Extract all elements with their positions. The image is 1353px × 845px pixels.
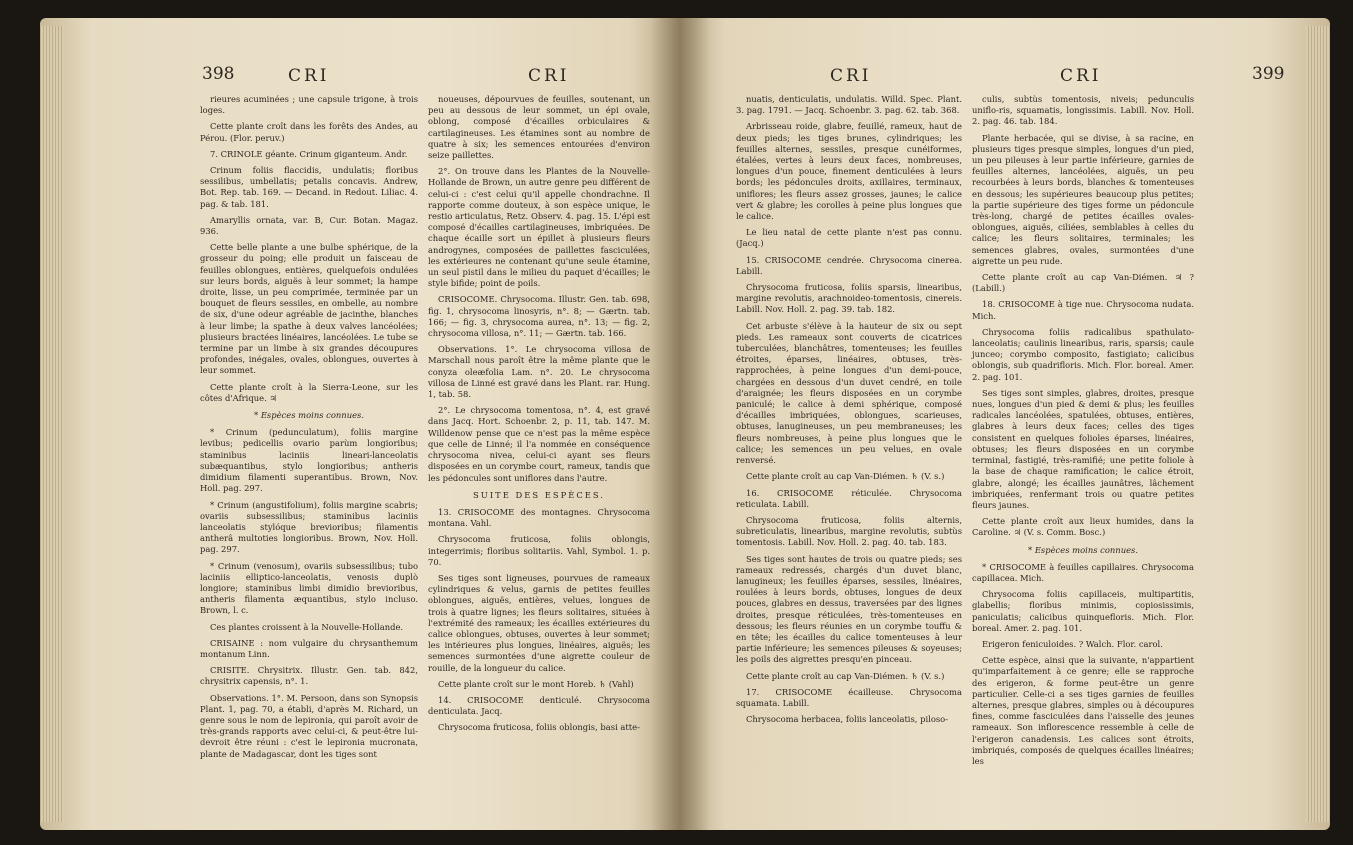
right-page	[680, 18, 1330, 830]
paragraph: 16. CRISOCOME réticulée. Chrysocoma reticulata. Labill.	[736, 487, 962, 509]
paragraph: Cette espèce, ainsi que la suivante, n'appartient qu'imparfaitement à ce genre; elle se rapproche des erigeron, & forme peut-être un genre particulier. Celle-ci a ses tiges garnies de feuilles alternes, presque glabres, simples ou à découpures fines, comme fasciculées dans l'aisselle des jeunes rameaux. Son inflorescence ressemble à celle de l'erigeron canadensis. Les calices sont étroits, imbriqués, composés de quelques écailles linéaires; les	[972, 655, 1194, 766]
paragraph: * Espèces moins connues.	[1027, 544, 1139, 555]
paragraph: rieures acuminées ; une capsule trigone, à trois loges.	[200, 94, 418, 116]
paragraph: culis, subtùs tomentosis, niveis; pedunculis uniflo-ris, squamatis, longissimis. Labill. Nov. Holl. 2. pag. 46. tab. 184.	[972, 94, 1194, 127]
paragraph: 18. CRISOCOME à tige nue. Chrysocoma nudata. Mich.	[972, 299, 1194, 321]
page-number: 399	[1252, 64, 1285, 84]
paragraph: Amaryllis ornata, var. B, Cur. Botan. Magaz. 936.	[200, 214, 418, 237]
paragraph: Cette plante croît à la Sierra-Leone, sur les côtes d'Afrique. ♃	[200, 381, 418, 403]
paragraph: 2°. On trouve dans les Plantes de la Nouvelle-Hollande de Brown, un autre genre peu différent de celui-ci : c'est celui qu'il appelle chondrachne. Il rapporte comme douteux, à son espèce unique, le restio articulatus, Retz. Observ. 4. pag. 15. L'épi est composé d'écailles cartilagineuses, imbriquées. De chaque écaille sort un épillet à plusieurs fleurs androgynes, composées de paillettes fasciculées, les extérieures ne contenant qu'une seule étamine, un seul pistil dans le milieu du paquet d'écailles; le style bifide; point de poils.	[428, 166, 650, 289]
paragraph: Observations. 1°. Le chrysocoma villosa de Marschall nous paroît être la même plante que le conyza oleæfolia Lam. n°. 20. Le chrysocoma villosa de Linné est gravé dans les Plant. rar. Hung. 1, tab. 58.	[428, 344, 650, 400]
paragraph: 15. CRISOCOME cendrée. Chrysocoma cinerea. Labill.	[736, 254, 962, 276]
paragraph: 17. CRISOCOME écailleuse. Chrysocoma squamata. Labill.	[736, 686, 962, 708]
paragraph: CRISOCOME. Chrysocoma. Illustr. Gen. tab. 698, fig. 1, chrysocoma linosyris, n°. 8; — Gærtn. tab. 166; — fig. 3, chrysocoma aurea, n°. 13; — fig. 2, chrysocoma villosa, n°. 11; — Gærtn. tab. 166.	[428, 294, 650, 339]
running-head: CRI	[830, 66, 872, 86]
paragraph: SUITE DES ESPÈCES.	[473, 489, 605, 500]
paragraph: Cette belle plante a une bulbe sphérique, de la grosseur du poing; elle produit un faisceau de feuilles oblongues, entières, quelquefois ondulées sur leurs bords, aiguës à leur sommet; la hampe droite, lisse, un peu comprimée, terminée par un bouquet de fleurs sessiles, en ombelle, au nombre de six, d'une odeur agréable de jacinthe, blanches à leur limbe; la spathe à deux valves lancéolées; plusieurs bractées linéaires, lancéolées. Le tube se termine par un limbe à six grandes découpures profondes, inégales, ovales, oblongues, ouvertes à leur sommet.	[200, 242, 418, 376]
paragraph: * Espèces moins connues.	[253, 410, 365, 421]
paragraph: 2°. Le chrysocoma tomentosa, n°. 4, est gravé dans Jacq. Hort. Schoenbr. 2, p. 11, tab. 147. M. Willdenow pense que ce n'est pas la même espèce que celle de Linné; il l'a nommée en conséquence chrysocoma nivea, celui-ci ayant ses fleurs disposées en un corymbe court, rameux, tandis que les pédoncules sont uniflores dans l'autre.	[428, 405, 650, 483]
paragraph: Cette plante croît au cap Van-Diémen. ♄ (V. s.)	[746, 471, 945, 482]
paragraph: CRISITE. Chrysitrix. Illustr. Gen. tab. 842, chrysitrix capensis, n°. 1.	[200, 665, 418, 687]
paragraph: 7. CRINOLE géante. Crinum giganteum. Andr.	[210, 148, 408, 159]
paragraph: 13. CRISOCOME des montagnes. Chrysocoma montana. Vahl.	[428, 506, 650, 529]
paragraph: Cette plante croît au cap Van-Diémen. ♄ (V. s.)	[746, 670, 945, 681]
running-head: CRI	[288, 66, 330, 86]
paragraph: Chrysocoma fruticosa, foliis alternis, subreticulatis, linearibus, margine revolutis, subtùs tomentosis. Labill. Nov. Holl. 2. pag. 40. tab. 183.	[736, 514, 962, 548]
gutter-shadow	[650, 18, 680, 830]
running-head: CRI	[1060, 66, 1102, 86]
right-page-edge	[1306, 26, 1330, 822]
text-column	[200, 94, 418, 765]
paragraph: Chrysocoma foliis radicalibus spathulato-lanceolatis; caulinis linearibus, raris, sparsis; caule junceo; corymbo composito, fastigiato; calicibus oblongis, sub quadrifloris. Mich. Flor. boreal. Amer. 2. pag. 101.	[972, 326, 1194, 382]
paragraph: Cet arbuste s'élève à la hauteur de six ou sept pieds. Les rameaux sont couverts de cicatrices tuberculées, blanchâtres, tomenteuses; les feuilles étroites, éparses, linéaires, obtuses, très-rapprochées, à peine longues d'un demi-pouce, chargées en dessous d'un duvet cendré, en toile d'araignée; les fleurs disposées en un corymbe paniculé; le calice à demi sphérique, composé d'écailles imbriquées, oblongues, scarieuses, obtuses, lanugineuses, un peu membraneuses; les fleurs nombreuses, à peine plus longues que le calice; les semences un peu velues, en ovale renversé.	[736, 320, 962, 466]
paragraph: Chrysocoma fruticosa, foliis oblongis, integerrimis; floribus solitariis. Vahl, Symbol. 1. p. 70.	[428, 534, 650, 567]
text-column	[428, 94, 650, 739]
paragraph: Ses tiges sont simples, glabres, droites, presque nues, longues d'un pied & demi & plus; les feuilles radicales lancéolées, spatulées, obtuses, entières, glabres à leurs deux faces; celles des tiges consistent en quelques folioles éparses, linéaires, obtuses; les fleurs disposées en un corymbe terminal, fastigié, très-ramifié; une petite foliole à la base de chaque ramification; le calice étroit, glabre, alongé; les écailles jaunâtres, lâchement imbriquées, renfermant trois ou quatre petites fleurs jaunes.	[972, 387, 1194, 510]
running-head: CRI	[528, 66, 570, 86]
text-column	[736, 94, 962, 730]
paragraph: Ces plantes croissent à la Nouvelle-Hollande.	[210, 621, 404, 632]
left-page	[40, 18, 680, 830]
paragraph: Erigeron feniculoides. ? Walch. Flor. carol.	[982, 638, 1163, 649]
paragraph: * CRISOCOME à feuilles capillaires. Chrysocoma capillacea. Mich.	[972, 561, 1194, 583]
gutter-shadow	[680, 18, 710, 830]
paragraph: Ses tiges sont hautes de trois ou quatre pieds; ses rameaux redressés, chargés d'un duvet blanc, lanugineux; les feuilles éparses, sessiles, linéaires, roulées à leurs bords, obtuses, longues de deux pouces, glabres en dessus, traversées par des lignes droites, presque réticulées, très-tomenteuses en dessous; les fleurs réunies en un corymbe touffu & en tête; les écailles du calice tomenteuses à leur partie inférieure; les semences pileuses & soyeuses; les poils des aigrettes presqu'en pinceau.	[736, 553, 962, 665]
paragraph: Cette plante croît aux lieux humides, dans la Caroline. ♃ (V. s. Comm. Bosc.)	[972, 516, 1194, 538]
paragraph: Cette plante croît dans les forêts des Andes, au Pérou. (Flor. peruv.)	[200, 121, 418, 143]
paragraph: * Crinum (venosum), ovariis subsessilibus; tubo laciniis elliptico-lanceolatis, venosis duplò longiore; staminibus limbi dimidio brevioribus, antheris filamenta æquantibus, stylo incluso. Brown, l. c.	[200, 560, 418, 616]
open-book	[40, 18, 1330, 830]
paragraph: Arbrisseau roide, glabre, feuillé, rameux, haut de deux pieds; les tiges brunes, cylindriques; les feuilles alternes, sessiles, presque cunéiformes, étalées, vertes à leurs deux faces, nombreuses, longues d'un pouce, finement denticulées à leurs bords; les pédoncules droits, axillaires, terminaux, uniflores; les fleurs assez grosses, jaunes; le calice vert & glabre; les corolles à peine plus longues que le calice.	[736, 121, 962, 222]
paragraph: Crinum foliis flaccidis, undulatis; floribus sessilibus, umbellatis; petalis concavis. Andrew, Bot. Rep. tab. 169. — Decand. in Redout. Liliac. 4. pag. & tab. 181.	[200, 165, 418, 209]
paragraph: CRISAINE : nom vulgaire du chrysanthemum montanum Linn.	[200, 637, 418, 659]
paragraph: Cette plante croît sur le mont Horeb. ♄ (Vahl)	[438, 678, 634, 689]
paragraph: nuatis, denticulatis, undulatis. Willd. Spec. Plant. 3. pag. 1791. — Jacq. Schoenbr. 3. pag. 62. tab. 368.	[736, 94, 962, 116]
paragraph: Chrysocoma foliis capillaceis, multipartitis, glabellis; floribus minimis, copiosissimis, paniculatis; calicibus quinquefloris. Mich. Flor. boreal. Amer. 2. pag. 101.	[972, 589, 1194, 633]
paragraph: * Crinum (pedunculatum), foliis margine levibus; pedicellis ovario parùm longioribus; staminibus laciniis lineari-lanceolatis subæquantibus, stylo longioribus; antheris dimidium filamenti superantibus. Brown, Nov. Holl. pag. 297.	[200, 427, 418, 494]
left-page-edge	[40, 26, 64, 822]
paragraph: noueuses, dépourvues de feuilles, soutenant, un peu au dessous de leur sommet, un épi ovale, oblong, composé d'écailles orbiculaires & cartilagineuses. Les étamines sont au nombre de quatre à six; les semences entourées d'environ seize paillettes.	[428, 94, 650, 161]
paragraph: Chrysocoma herbacea, foliis lanceolatis, piloso-	[746, 714, 949, 725]
paragraph: Ses tiges sont ligneuses, pourvues de rameaux cylindriques & velus, garnis de petites feuilles oblongues, aiguës, entières, velues, longues de trois à quatre lignes; les fleurs solitaires, situées à l'extrémité des rameaux; les écailles extérieures du calice oblongues, obtuses, ouvertes à leur sommet; les intérieures plus longues, linéaires, aiguës; les semences surmontées d'une aigrette couleur de rouille, de la longueur du calice.	[428, 572, 650, 673]
paragraph: 14. CRISOCOME denticulé. Chrysocoma denticulata. Jacq.	[428, 694, 650, 717]
paragraph: * Crinum (angustifolium), foliis margine scabris; ovariis subsessilibus; staminibus laciniis lanceolatis stylóque brevioribus; filamentis antherâ multoties longioribus. Brown, Nov. Holl. pag. 297.	[200, 499, 418, 555]
paragraph: Chrysocoma fruticosa, foliis sparsis, linearibus, margine revolutis, arachnoideo-tomentosis, cinereis. Labill. Nov. Holl. 2. pag. 39. tab. 182.	[736, 282, 962, 315]
paragraph: Cette plante croît au cap Van-Diémen. ♃ ? (Labill.)	[972, 272, 1194, 294]
page-number: 398	[202, 64, 235, 84]
paragraph: Le lieu natal de cette plante n'est pas connu. (Jacq.)	[736, 227, 962, 249]
paragraph: Plante herbacée, qui se divise, à sa racine, en plusieurs tiges presque simples, longues d'un pied, un peu pileuses à leur partie inférieure, garnies de feuilles alternes, lancéolées, aiguës, un peu recourbées à leurs bords, blanches & tomenteuses en dessous; les supérieures beaucoup plus petites; la partie supérieure des tiges forme un pédoncule très-long, chargé de petites écailles ovales-oblongues, aiguës, ciliées, semblables à celles du calice; les fleurs solitaires, terminales; les semences glabres, ovales, surmontées d'une aigrette un peu rude.	[972, 132, 1194, 266]
paragraph: Observations. 1°. M. Persoon, dans son Synopsis Plant. 1, pag. 70, a établi, d'après M. Richard, un genre sous le nom de lepironia, qui paroît avoir de très-grands rapports avec celui-ci, & peut-être lui-devroit être réuni : c'est le lepironia mucronata, plante de Madagascar, dont les tiges sont	[200, 692, 418, 759]
paragraph: Chrysocoma fruticosa, foliis oblongis, basi atte-	[438, 722, 640, 733]
text-column	[972, 94, 1194, 772]
